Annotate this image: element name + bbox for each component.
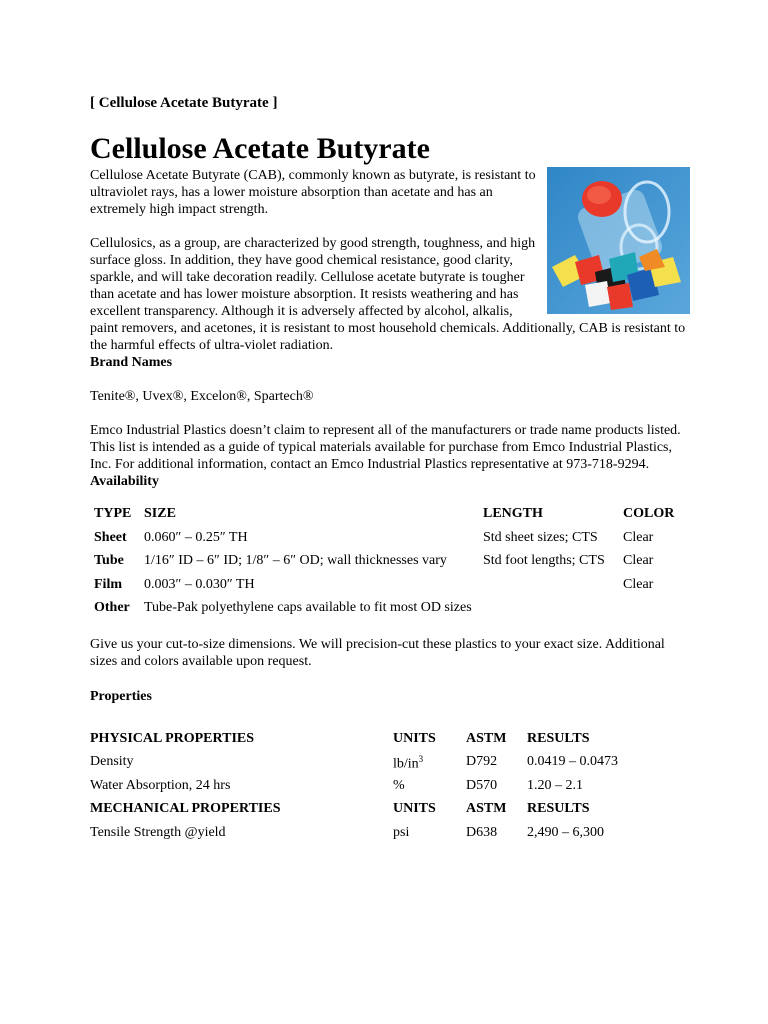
cell-astm: D792 (466, 754, 498, 770)
cell-units: % (393, 777, 405, 793)
properties-heading: Properties (90, 688, 152, 704)
cell-units: psi (393, 824, 410, 840)
cell-results: 0.0419 – 0.0473 (527, 754, 618, 770)
brand-disclaimer: Emco Industrial Plastics doesn’t claim to represent all of the manufacturers or trade name products listed. This list is intended as a guide of typical materials available for purchase from Emco Industrial Plastics, Inc. For additional information, contact an Emco Industrial Plastics representative at 973-718-9294. (90, 423, 681, 472)
cell-property: Density (90, 754, 134, 770)
cell-color: Clear (623, 576, 654, 592)
cell-size: 0.003″ – 0.030″ TH (144, 576, 255, 592)
col-astm: ASTM (466, 801, 507, 817)
cell-type: Sheet (94, 529, 127, 545)
cell-type: Film (94, 576, 122, 592)
cell-units: $lb/in^3$ (393, 753, 424, 772)
cell-color: Clear (623, 529, 654, 545)
col-units: UNITS (393, 801, 436, 817)
col-size: SIZE (144, 506, 176, 522)
table-row (90, 596, 674, 620)
intro-paragraph-1: Cellulose Acetate Butyrate (CAB), commonly known as butyrate, is resistant to ultraviolet rays, has a lower moisture absorption than acetate and has an extremely high impact strength. (90, 168, 536, 217)
cell-results: 2,490 – 6,300 (527, 824, 604, 840)
table-row (90, 774, 618, 798)
intro-paragraph-2: Cellulosics, as a group, are characterized by good strength, toughness, and high surface gloss. In addition, they have good chemical resistance, good clarity, sparkle, and will take decoration readily. Cellulose acetate butyrate is tougher than acetate and has lower moisture absorption. It resists weathering and has excellent transparency. Although it is adversely affected by alcohol, alkalis, paint removers, and acetones, it is resistant to most household chemicals. Additionally, CAB is resistant to the harmful effects of ultra-violet radiation. (90, 236, 686, 353)
properties-table (90, 727, 618, 845)
plastic-samples-photo (547, 167, 690, 314)
cell-property: Tensile Strength @yield (90, 824, 226, 840)
table-row (90, 750, 618, 774)
mechanical-header-row (90, 797, 618, 821)
cell-astm: D638 (466, 824, 498, 840)
cell-size: 1/16″ ID – 6″ ID; 1/8″ – 6″ OD; wall thicknesses vary (144, 553, 447, 569)
col-length: LENGTH (483, 506, 543, 522)
cell-astm: D570 (466, 777, 498, 793)
col-property: PHYSICAL PROPERTIES (90, 730, 255, 746)
cell-property: Water Absorption, 24 hrs (90, 777, 231, 793)
cell-size: Tube-Pak polyethylene caps available to fit most OD sizes (144, 600, 472, 616)
physical-header-row (90, 727, 618, 751)
availability-heading: Availability (90, 474, 159, 489)
col-type: TYPE (94, 506, 132, 522)
availability-note: Give us your cut-to-size dimensions. We will precision-cut these plastics to your exact size. Additional sizes and colors available upon request. (90, 636, 665, 669)
brand-names-heading: Brand Names (90, 355, 173, 370)
availability-header-row (90, 502, 674, 526)
col-results: RESULTS (527, 730, 590, 746)
cell-type: Other (94, 600, 130, 616)
brand-names-list: Tenite®, Uvex®, Excelon®, Spartech® (90, 389, 314, 404)
col-astm: ASTM (466, 730, 507, 746)
cell-color: Clear (623, 553, 654, 569)
table-row (90, 573, 674, 597)
col-results: RESULTS (527, 801, 590, 817)
col-color: COLOR (623, 506, 675, 522)
table-row (90, 821, 618, 845)
col-property: MECHANICAL PROPERTIES (90, 801, 281, 817)
breadcrumb: [ Cellulose Acetate Butyrate ] (90, 95, 278, 111)
intro-section (90, 167, 690, 844)
availability-table (90, 502, 674, 620)
cell-results: 1.20 – 2.1 (527, 777, 583, 793)
table-row (90, 549, 674, 573)
cell-length: Std foot lengths; CTS (483, 553, 605, 569)
table-row (90, 526, 674, 550)
cell-length (479, 573, 619, 597)
cell-length: Std sheet sizes; CTS (483, 529, 598, 545)
cell-type: Tube (94, 553, 124, 569)
cell-size: 0.060″ – 0.25″ TH (144, 529, 248, 545)
page-title: Cellulose Acetate Butyrate (90, 132, 430, 165)
col-units: UNITS (393, 730, 436, 746)
